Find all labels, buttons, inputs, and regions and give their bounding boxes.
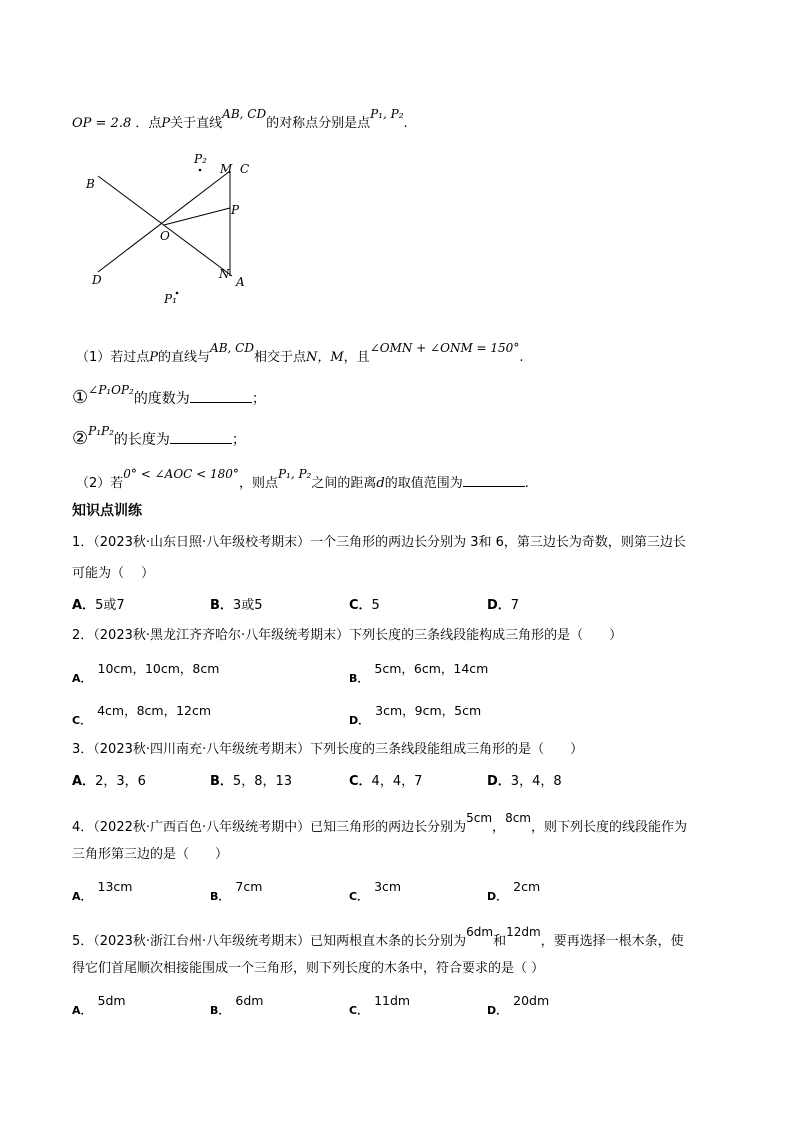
problem-2-line1: 2．（2023秋·黑龙江齐齐哈尔·八年级统考期末）下列长度的三条线段能构成三角形的是（ ） bbox=[72, 628, 623, 643]
point-p2-dot bbox=[199, 169, 202, 172]
problem-2-option-c[interactable]: C．4cm，8cm，12cm bbox=[72, 703, 212, 727]
problem-4-option-c[interactable]: C．3cm bbox=[349, 879, 402, 903]
option-a[interactable]: A．5或7 bbox=[72, 598, 125, 613]
op-equation: OP = 2.8 bbox=[72, 116, 132, 131]
question-2: （2）若0° < ∠AOC < 180°，则点P₁, P₂之间的距离d的取值范围为 . bbox=[76, 467, 529, 491]
problem-5-value-2: 12dm bbox=[506, 925, 541, 939]
q1b-expression: P₁P₂ bbox=[88, 424, 114, 438]
label-a: A bbox=[236, 275, 245, 289]
label-n: N bbox=[219, 267, 230, 281]
problem-5-option-d[interactable]: D．20dm bbox=[487, 993, 550, 1017]
option-c[interactable]: C．4，4，7 bbox=[349, 774, 423, 789]
label-p1: P₁ bbox=[164, 292, 177, 306]
problem-4-line2: 三角形第三边的是（ ） bbox=[72, 847, 229, 862]
answer-blank-1a[interactable] bbox=[190, 390, 252, 403]
segment-op bbox=[164, 208, 230, 225]
question-1b: ②P₁P₂的长度为 ； bbox=[72, 424, 246, 449]
problem-1-line2: 可能为（ ） bbox=[72, 566, 155, 581]
problem-5-line2: 得它们首尾顺次相接能围成一个三角形，则下列长度的木条中，符合要求的是（ ） bbox=[72, 961, 545, 976]
problem-2-option-a[interactable]: A．10cm，10cm，8cm bbox=[72, 661, 220, 685]
label-b: B bbox=[86, 177, 95, 191]
problem-5-option-b[interactable]: B．6dm bbox=[210, 993, 264, 1017]
label-m: M bbox=[220, 162, 233, 176]
problem-1-line1: 1．（2023秋·山东日照·八年级校考期末）一个三角形的两边长分别为 3和 6，第三边长为奇数，则第三边长 bbox=[72, 535, 686, 550]
points-p1-p2: P₁, P₂ bbox=[370, 107, 404, 121]
label-d: D bbox=[92, 273, 102, 287]
label-p2: P₂ bbox=[194, 152, 207, 166]
question-1: （1）若过点P的直线与AB, CD相交于点N，M，且∠OMN + ∠ONM = 150°. bbox=[76, 341, 524, 365]
problem-5-option-c[interactable]: C．11dm bbox=[349, 993, 411, 1017]
q1-condition: ∠OMN + ∠ONM = 150° bbox=[369, 341, 520, 355]
label-p: P bbox=[231, 203, 240, 217]
problem-4-value-1: 5cm bbox=[466, 811, 493, 825]
option-c[interactable]: C．5 bbox=[349, 598, 380, 613]
q1a-expression: ∠P₁OP₂ bbox=[88, 383, 134, 397]
answer-blank-1b[interactable] bbox=[170, 431, 232, 444]
problem-4-line1: 4．（2022秋·广西百色·八年级统考期中）已知三角形的两边长分别为5cm，8cm，则下列长度的线段能作为 bbox=[72, 811, 687, 835]
line-ab bbox=[98, 176, 232, 276]
problem-5-option-a[interactable]: A．5dm bbox=[72, 993, 126, 1017]
q2-points: P₁, P₂ bbox=[277, 467, 312, 481]
q1-lines: AB, CD bbox=[210, 341, 254, 355]
label-o: O bbox=[160, 229, 170, 243]
question-1a: ①∠P₁OP₂的度数为 ； bbox=[72, 383, 266, 408]
q2-condition: 0° < ∠AOC < 180° bbox=[123, 467, 239, 481]
problem-2-option-b[interactable]: B．5cm，6cm，14cm bbox=[349, 661, 489, 685]
problem-4-option-d[interactable]: D．2cm bbox=[487, 879, 541, 903]
intro-line: OP = 2.8 ．点P关于直线AB, CD的对称点分别是点P₁, P₂. bbox=[72, 107, 408, 131]
section-title: 知识点训练 bbox=[72, 503, 142, 519]
option-d[interactable]: D．3，4，8 bbox=[487, 774, 562, 789]
problem-4-option-b[interactable]: B．7cm bbox=[210, 879, 263, 903]
problem-5-value-1: 6dm bbox=[466, 925, 494, 939]
option-a[interactable]: A．2，3，6 bbox=[72, 774, 146, 789]
answer-blank-2[interactable] bbox=[463, 474, 525, 487]
problem-4-value-2: 8cm bbox=[505, 811, 531, 825]
lines-ab-cd: AB, CD bbox=[222, 107, 267, 121]
problem-3-line1: 3．（2023秋·四川南充·八年级统考期末）下列长度的三条线段能组成三角形的是（ ） bbox=[72, 742, 584, 757]
option-d[interactable]: D．7 bbox=[487, 598, 520, 613]
option-b[interactable]: B．3或5 bbox=[210, 598, 263, 613]
problem-5-line1: 5．（2023秋·浙江台州·八年级统考期末）已知两根直木条的长分别为6dm和12dm，要再选择一根木条，使 bbox=[72, 925, 684, 949]
problem-4-option-a[interactable]: A．13cm bbox=[72, 879, 133, 903]
problem-2-option-d[interactable]: D．3cm，9cm，5cm bbox=[349, 703, 482, 727]
geometry-figure bbox=[80, 148, 280, 313]
label-c: C bbox=[240, 162, 250, 176]
line-cd bbox=[98, 171, 230, 272]
option-b[interactable]: B．5，8，13 bbox=[210, 774, 293, 789]
